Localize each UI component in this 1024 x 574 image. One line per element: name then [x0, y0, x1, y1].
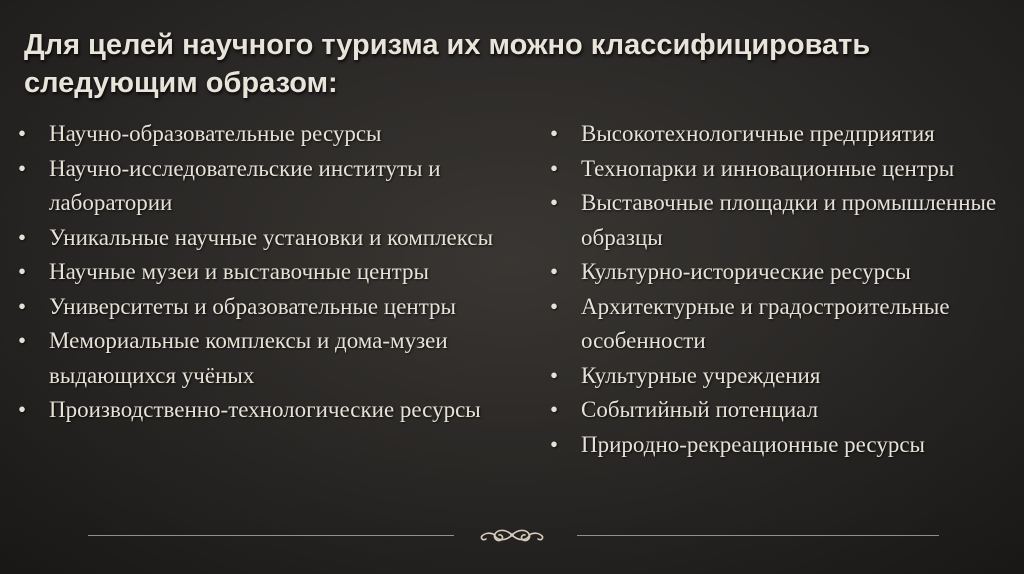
list-item: [12, 255, 532, 290]
list-item-text: Архитектурные и градостроительные особенности: [581, 293, 950, 353]
slide-title: Для целей научного туризма их можно классифицировать следующим образом:: [24, 29, 871, 99]
bullet-icon: •: [549, 431, 559, 457]
list-item-text: Выставочные площадки и промышленные образцы: [581, 190, 997, 250]
scroll-ornament-icon: [478, 520, 546, 550]
list-item: [544, 393, 1014, 428]
list-item: [544, 359, 1014, 394]
bullet-icon: •: [549, 155, 559, 181]
list-item: [12, 117, 532, 152]
bullet-icon: •: [17, 121, 27, 146]
list-item: [544, 255, 1014, 290]
list-item-text: Событийный потенциал: [581, 397, 819, 422]
list-item-text: Мемориальные комплексы и дома-музеи выдающихся учёных: [49, 328, 448, 388]
list-item-text: Уникальные научные установки и комплексы: [49, 224, 494, 250]
footer-divider-left: [88, 535, 454, 536]
list-item-text: Культурные учреждения: [581, 362, 821, 388]
bullet-icon: •: [17, 328, 27, 353]
list-item: [12, 324, 532, 393]
bullet-icon: •: [17, 155, 27, 181]
bullet-icon: •: [17, 293, 27, 319]
list-item-text: Культурно-исторические ресурсы: [581, 259, 911, 284]
list-item-text: Природно-рекреационные ресурсы: [581, 431, 926, 457]
bullet-icon: •: [549, 293, 559, 319]
list-item-text: Университеты и образовательные центры: [49, 293, 456, 319]
list-item: [544, 117, 1014, 152]
bullet-icon: •: [549, 190, 559, 215]
footer-divider-right: [577, 535, 939, 536]
list-item: [12, 290, 532, 325]
bullet-icon: •: [17, 259, 27, 284]
list-item: [12, 152, 532, 221]
list-item: [544, 152, 1014, 187]
list-item-text: Высокотехнологичные предприятия: [581, 121, 935, 146]
list-item: [544, 186, 1014, 255]
bullet-icon: •: [17, 397, 27, 422]
bullet-icon: •: [549, 259, 559, 284]
list-item: [12, 221, 532, 256]
bullet-icon: •: [549, 121, 559, 146]
bullet-icon: •: [549, 397, 559, 422]
bullet-icon: •: [17, 224, 27, 250]
list-item: [12, 393, 532, 428]
list-item-text: Технопарки и инновационные центры: [581, 155, 955, 181]
right-bullet-list: [544, 117, 1014, 462]
list-item-text: Научно-исследовательские институты и лаборатории: [49, 155, 441, 215]
left-bullet-list: [12, 117, 532, 428]
list-item: [544, 428, 1014, 463]
list-item-text: Научно-образовательные ресурсы: [49, 121, 382, 146]
bullet-icon: •: [549, 362, 559, 388]
list-item-text: Научные музеи и выставочные центры: [49, 259, 429, 284]
list-item: [544, 290, 1014, 359]
list-item-text: Производственно-технологические ресурсы: [49, 397, 481, 422]
